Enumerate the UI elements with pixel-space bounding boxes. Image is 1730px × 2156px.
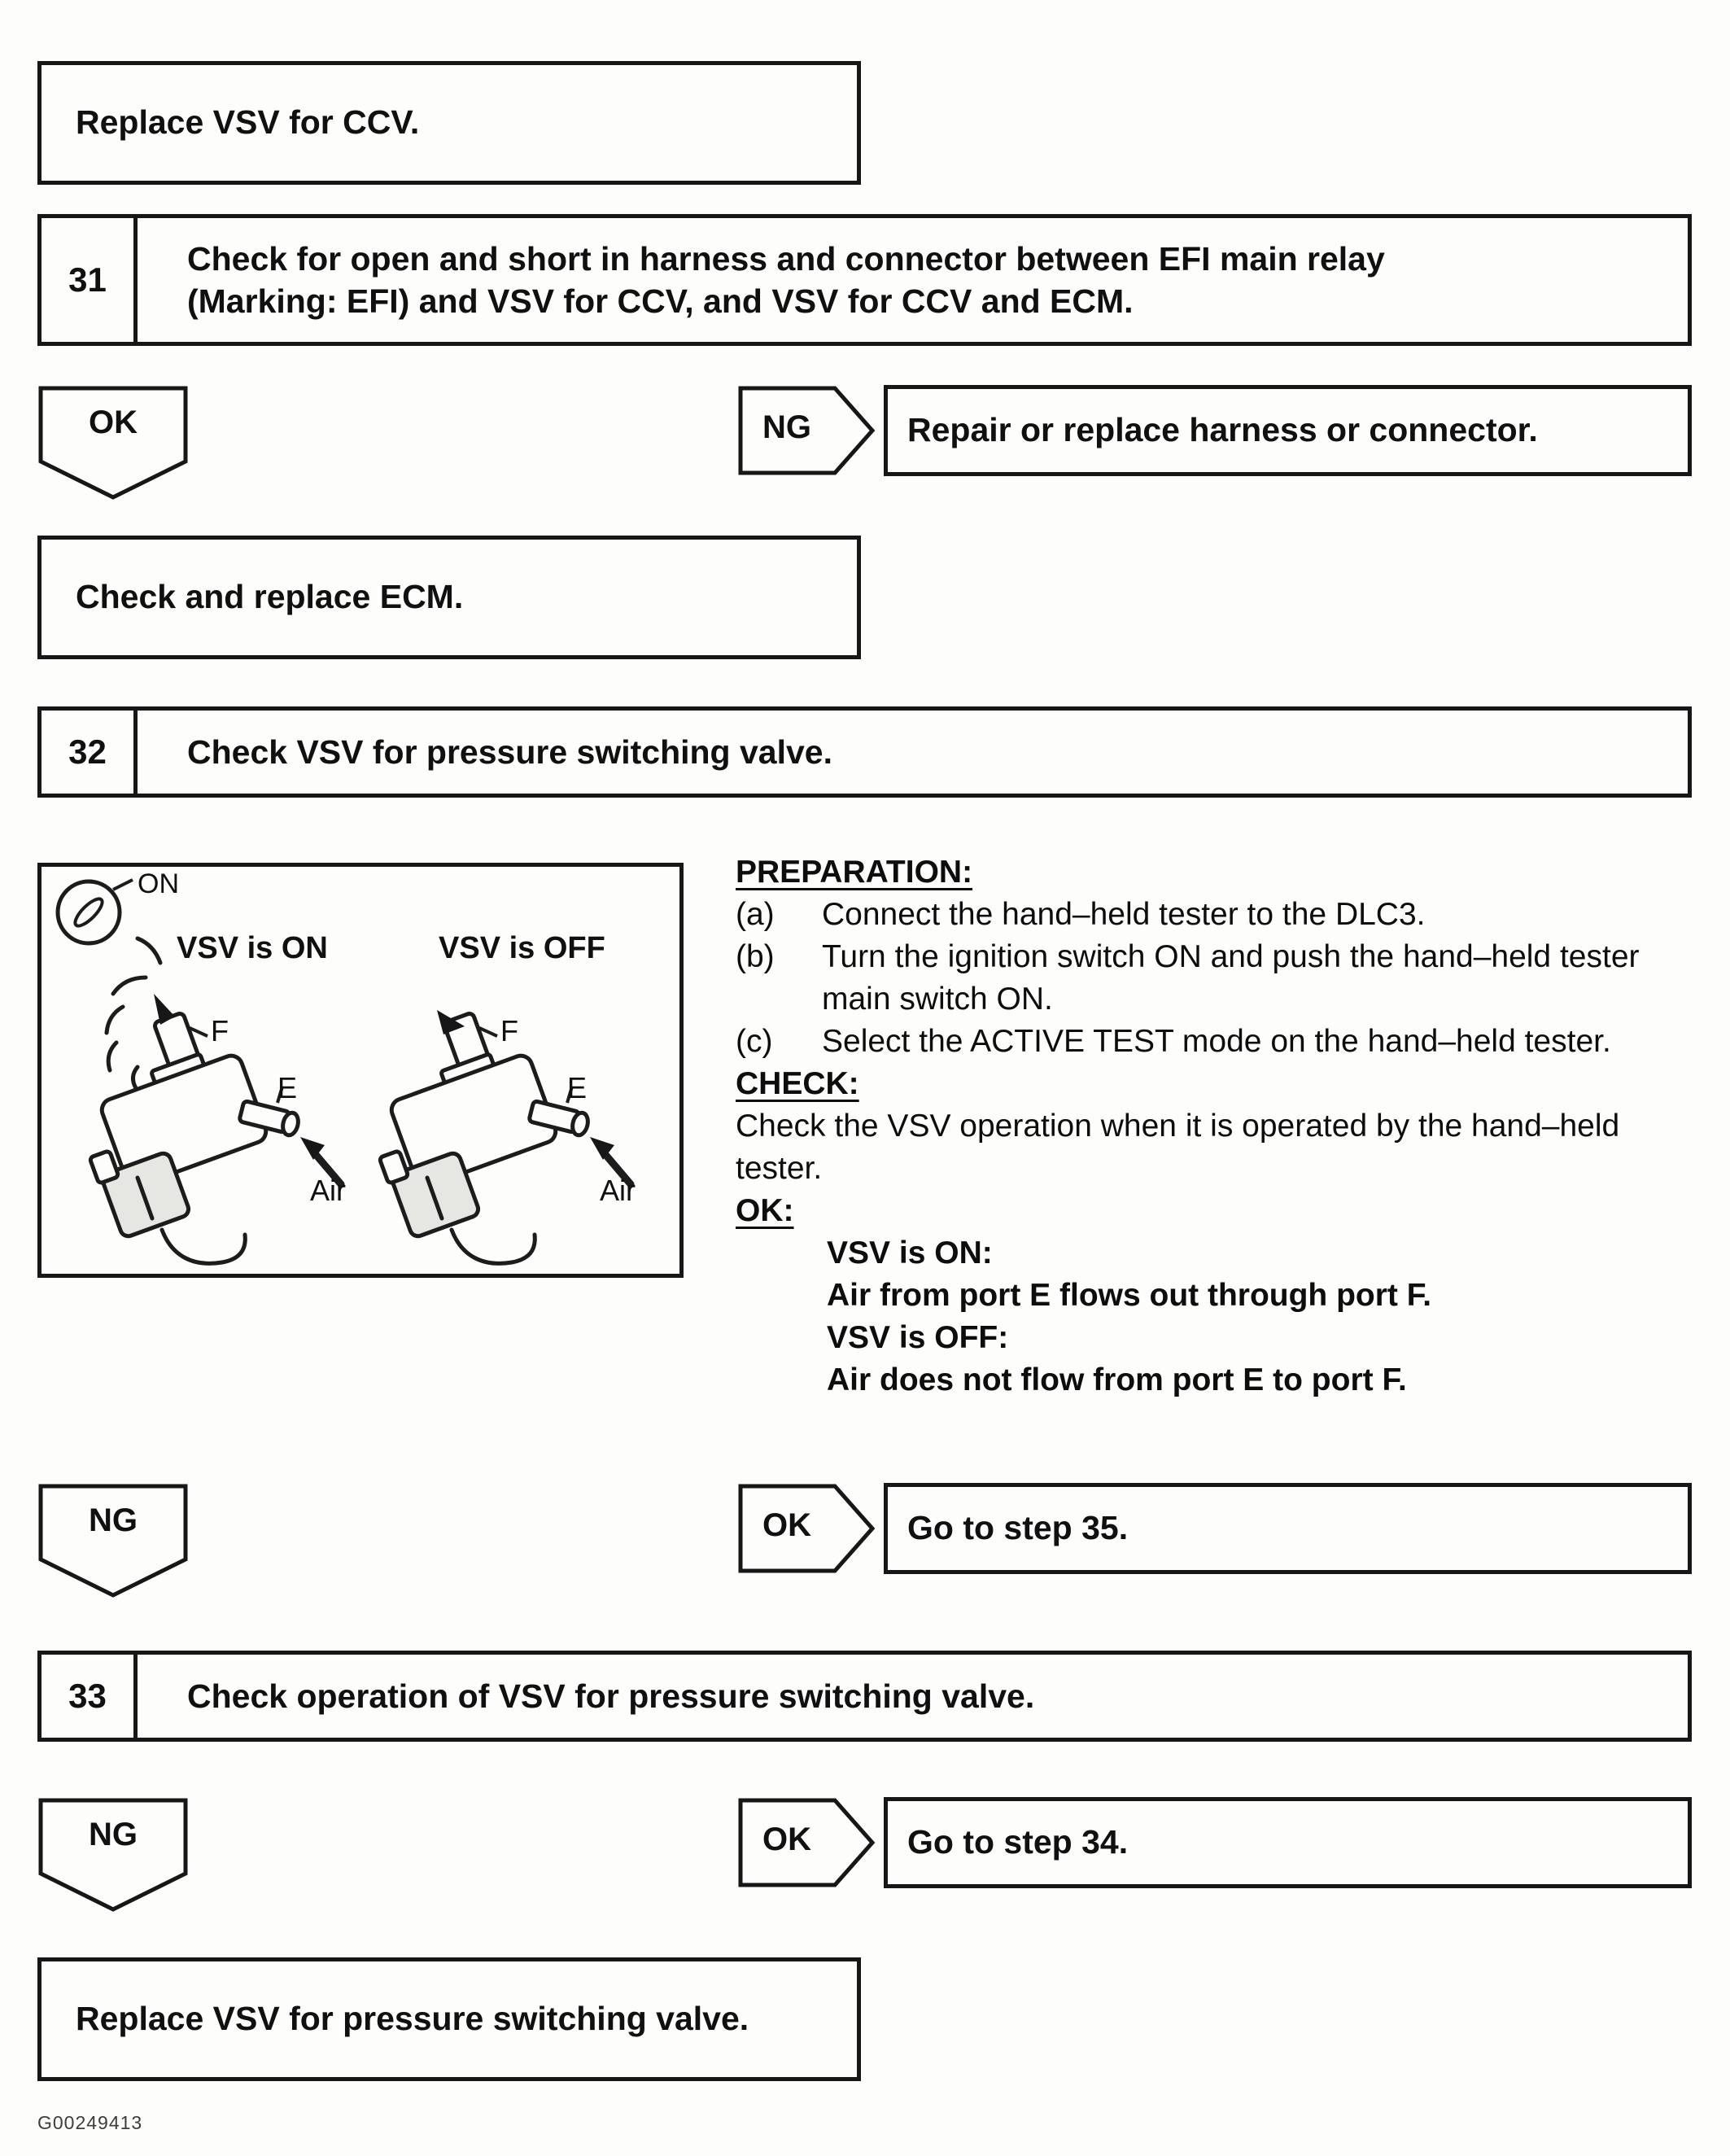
port-e-label-left: E: [277, 1071, 298, 1104]
preparation-item-c: [736, 1021, 1704, 1063]
step-31-title-text: Check for open and short in harness and connector between EFI main relay (Marking: EFI) and VSV for CCV, and VSV for CCV and ECM.: [187, 239, 1385, 320]
pentagon-down-shape: [37, 1483, 189, 1598]
action-box-repair-harness: [884, 385, 1692, 476]
action-box-repair-harness-text: Repair or replace harness or connector.: [907, 411, 1538, 449]
preparation-heading: PREPARATION:: [736, 855, 973, 890]
port-f-label-right: F: [500, 1014, 518, 1047]
connector-ok-right-3: [737, 1797, 876, 1888]
connector-ok-right-2: [737, 1483, 876, 1574]
preparation-item-a-text: Connect the hand–held tester to the DLC3.: [822, 897, 1426, 932]
step-32-title: [138, 711, 1688, 794]
preparation-item-b-label: (b): [736, 939, 775, 974]
ok-criteria-line: VSV is OFF:: [827, 1320, 1009, 1355]
action-box-goto-step-35-text: Go to step 35.: [907, 1509, 1129, 1547]
ok-criteria-line: Air from port E flows out through port F.: [827, 1278, 1432, 1313]
connector-ok-down-1: [37, 385, 189, 501]
ignition-on-label: ON: [138, 868, 179, 899]
port-f-label-left: F: [211, 1014, 229, 1047]
air-label-right: Air: [600, 1174, 636, 1207]
connector-ng-down-3: [37, 1797, 189, 1913]
preparation-item-b-text: Turn the ignition switch ON and push the hand–held tester main switch ON.: [822, 939, 1640, 1017]
vsv-valve-off-drawing: [379, 1012, 590, 1264]
action-box-replace-vsv-psv: [37, 1957, 861, 2081]
ok-criteria-line: Air does not flow from port E to port F.: [827, 1362, 1407, 1397]
connector-ok-down-1-label: OK: [89, 405, 138, 440]
ok-heading: OK:: [736, 1193, 794, 1228]
step-33-header: [37, 1651, 1692, 1742]
vsv-illustration-frame: [37, 863, 684, 1278]
step-32-number: 32: [42, 711, 138, 794]
step-33-title-text: Check operation of VSV for pressure switching valve.: [187, 1677, 1035, 1715]
check-text: Check the VSV operation when it is operated by the hand–held tester.: [736, 1109, 1620, 1186]
connector-ng-down-2-label: NG: [89, 1502, 138, 1538]
connector-ok-right-2-label: OK: [762, 1507, 811, 1543]
connector-ng-right-1: [737, 385, 876, 476]
action-box-replace-vsv-ccv: [37, 61, 861, 185]
air-label-left: Air: [310, 1174, 346, 1207]
connector-ng-down-3-label: NG: [89, 1817, 138, 1852]
preparation-item-b: [736, 936, 1704, 1021]
vsv-illustration: [42, 867, 679, 1274]
action-box-replace-vsv-ccv-text: Replace VSV for CCV.: [76, 103, 420, 142]
action-box-goto-step-35: [884, 1483, 1692, 1574]
connector-ng-down-2: [37, 1483, 189, 1598]
step-32-header: [37, 706, 1692, 798]
step-33-number: 33: [42, 1655, 138, 1738]
step-32-title-text: Check VSV for pressure switching valve.: [187, 733, 832, 771]
action-box-replace-vsv-psv-text: Replace VSV for pressure switching valve.: [76, 2000, 749, 2038]
preparation-item-a: [736, 894, 1704, 936]
connector-ng-right-1-label: NG: [762, 409, 811, 445]
preparation-item-c-label: (c): [736, 1024, 773, 1059]
port-e-label-right: E: [567, 1071, 588, 1104]
ignition-switch-on-icon: [58, 880, 133, 943]
pentagon-down-shape: [37, 1797, 189, 1913]
action-box-goto-step-34-text: Go to step 34.: [907, 1823, 1129, 1861]
pentagon-down-shape: [37, 385, 189, 501]
step-31-number: 31: [42, 218, 138, 342]
vsv-valve-on-drawing: [90, 1012, 300, 1264]
connector-ok-right-3-label: OK: [762, 1821, 811, 1857]
action-box-goto-step-34: [884, 1797, 1692, 1888]
check-heading: CHECK:: [736, 1066, 859, 1101]
caption-vsv-off: VSV is OFF: [439, 931, 605, 965]
procedure-text-block: [736, 851, 1704, 1402]
caption-vsv-on: VSV is ON: [177, 931, 328, 965]
figure-id: G00249413: [37, 2112, 143, 2133]
ok-criteria-line: VSV is ON:: [827, 1235, 993, 1270]
step-33-title: [138, 1655, 1688, 1738]
preparation-item-a-label: (a): [736, 897, 775, 932]
action-box-check-replace-ecm-text: Check and replace ECM.: [76, 578, 464, 616]
action-box-check-replace-ecm: [37, 536, 861, 659]
step-31-title: [138, 218, 1688, 342]
preparation-item-c-text: Select the ACTIVE TEST mode on the hand–held tester.: [822, 1024, 1611, 1059]
step-31-header: [37, 214, 1692, 346]
